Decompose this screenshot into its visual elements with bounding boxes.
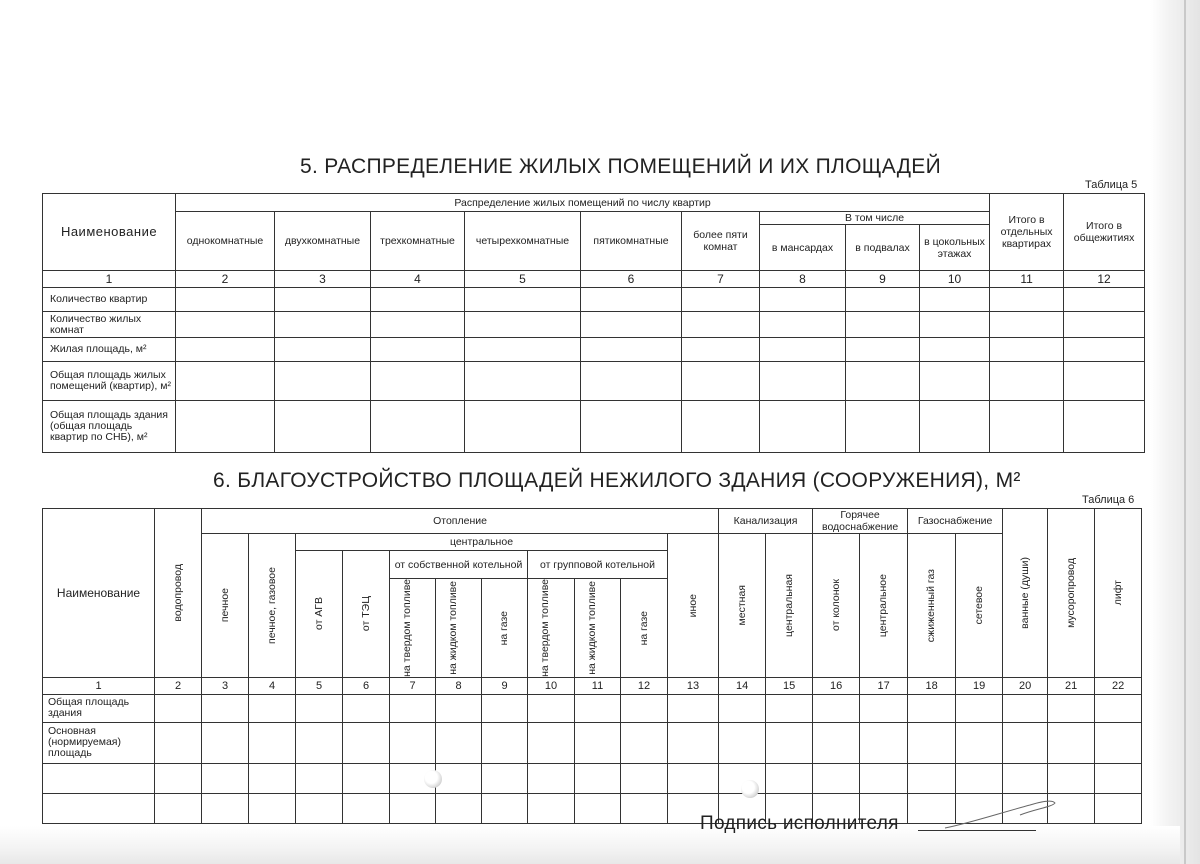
t5-header-incl: В том числе bbox=[760, 212, 990, 225]
t5-colnum: 2 bbox=[176, 271, 275, 288]
table-cell[interactable] bbox=[682, 312, 760, 338]
table-cell[interactable] bbox=[1048, 722, 1095, 763]
table-cell[interactable] bbox=[249, 722, 296, 763]
t6-colnum: 12 bbox=[621, 677, 668, 694]
table-cell[interactable] bbox=[575, 763, 621, 793]
table-cell[interactable] bbox=[581, 338, 682, 362]
t5-row-label: Количество квартир bbox=[43, 288, 176, 312]
table-cell[interactable] bbox=[719, 722, 766, 763]
table-cell[interactable] bbox=[436, 793, 482, 823]
table-cell[interactable] bbox=[846, 312, 920, 338]
table-cell[interactable] bbox=[990, 312, 1064, 338]
t6-colnum: 21 bbox=[1048, 677, 1095, 694]
table-cell[interactable] bbox=[275, 338, 371, 362]
table-cell[interactable] bbox=[176, 312, 275, 338]
t5-colnum: 3 bbox=[275, 271, 371, 288]
t6-header-stove-gas: печное, газовое bbox=[249, 534, 296, 678]
table5-label: Таблица 5 bbox=[1085, 179, 1138, 191]
table-cell[interactable] bbox=[1048, 694, 1095, 722]
t6-header-name: Наименование bbox=[43, 509, 155, 678]
table-cell[interactable] bbox=[482, 793, 528, 823]
t6-header-sewer: Канализация bbox=[719, 509, 813, 534]
t6-colnum: 11 bbox=[575, 677, 621, 694]
table6-label: Таблица 6 bbox=[1082, 494, 1135, 506]
t6-header-other: иное bbox=[668, 534, 719, 678]
table6 bbox=[42, 508, 1142, 824]
table-cell[interactable] bbox=[390, 694, 436, 722]
table-cell[interactable] bbox=[176, 401, 275, 453]
t6-header-agv: от АГВ bbox=[296, 551, 343, 678]
table-cell[interactable] bbox=[719, 694, 766, 722]
table-cell[interactable] bbox=[343, 763, 390, 793]
table-cell[interactable] bbox=[1095, 722, 1142, 763]
table-cell[interactable] bbox=[155, 722, 202, 763]
t5-header-name: Наименование bbox=[43, 194, 176, 271]
table-cell[interactable] bbox=[621, 694, 668, 722]
t6-colnum: 16 bbox=[813, 677, 860, 694]
table-cell[interactable] bbox=[813, 722, 860, 763]
table-row bbox=[43, 694, 1142, 722]
t6-header-gas-supply: Газоснабжение bbox=[908, 509, 1003, 534]
table-cell[interactable] bbox=[202, 694, 249, 722]
t6-colnum: 3 bbox=[202, 677, 249, 694]
table-cell[interactable] bbox=[528, 793, 575, 823]
t5-colnum: 6 bbox=[581, 271, 682, 288]
table-row bbox=[43, 338, 1145, 362]
t5-header-total-apts: Итого в отдельных квартирах bbox=[990, 194, 1064, 271]
t5-header-group: Распределение жилых помещений по числу квартир bbox=[176, 194, 990, 212]
punch-hole bbox=[741, 780, 759, 798]
t6-header-from-columns: от колонок bbox=[813, 534, 860, 678]
t6-colnum: 6 bbox=[343, 677, 390, 694]
t6-colnum: 19 bbox=[956, 677, 1003, 694]
table-cell[interactable] bbox=[249, 694, 296, 722]
t6-colnum: 5 bbox=[296, 677, 343, 694]
t5-header-attic: в мансардах bbox=[760, 225, 846, 271]
table-cell[interactable] bbox=[860, 763, 908, 793]
t6-colnum: 8 bbox=[436, 677, 482, 694]
table-cell[interactable] bbox=[1064, 362, 1145, 401]
t6-header-local: местная bbox=[719, 534, 766, 678]
table-cell[interactable] bbox=[766, 722, 813, 763]
table-cell[interactable] bbox=[621, 722, 668, 763]
table-cell[interactable] bbox=[581, 288, 682, 312]
t6-colnum: 14 bbox=[719, 677, 766, 694]
signature-label: Подпись исполнителя bbox=[700, 813, 899, 834]
table-cell[interactable] bbox=[575, 694, 621, 722]
table-row bbox=[43, 288, 1145, 312]
table-cell[interactable] bbox=[668, 694, 719, 722]
table-cell[interactable] bbox=[176, 362, 275, 401]
table-cell[interactable] bbox=[1003, 694, 1048, 722]
t5-colnum: 10 bbox=[920, 271, 990, 288]
table-cell[interactable] bbox=[275, 401, 371, 453]
table-cell[interactable] bbox=[990, 338, 1064, 362]
table-cell[interactable] bbox=[990, 362, 1064, 401]
t6-header-water: водопровод bbox=[155, 509, 202, 678]
table-cell[interactable] bbox=[482, 763, 528, 793]
table-cell[interactable] bbox=[760, 338, 846, 362]
table-cell[interactable] bbox=[1064, 338, 1145, 362]
table-cell[interactable] bbox=[813, 763, 860, 793]
table-cell[interactable] bbox=[528, 763, 575, 793]
t6-header-central-n: центральное bbox=[860, 534, 908, 678]
table-cell[interactable] bbox=[371, 362, 465, 401]
t6-header-central: центральное bbox=[296, 534, 668, 551]
t6-colnum: 20 bbox=[1003, 677, 1048, 694]
t5-header-basement: в подвалах bbox=[846, 225, 920, 271]
table-cell[interactable] bbox=[920, 312, 990, 338]
table-cell[interactable] bbox=[202, 763, 249, 793]
t5-row-label: Жилая площадь, м² bbox=[43, 338, 176, 362]
t6-header-liquid-own: на жидком топливе bbox=[436, 579, 482, 678]
t5-column-numbers bbox=[43, 271, 1145, 288]
table-cell[interactable] bbox=[296, 763, 343, 793]
table-cell[interactable] bbox=[575, 722, 621, 763]
t5-header-four-room: четырехкомнатные bbox=[465, 212, 581, 271]
table-cell[interactable] bbox=[956, 763, 1003, 793]
table-cell[interactable] bbox=[249, 793, 296, 823]
t6-colnum: 9 bbox=[482, 677, 528, 694]
t6-colnum: 15 bbox=[766, 677, 813, 694]
table-cell[interactable] bbox=[860, 722, 908, 763]
table-cell[interactable] bbox=[390, 793, 436, 823]
table-cell[interactable] bbox=[296, 722, 343, 763]
t5-colnum: 12 bbox=[1064, 271, 1145, 288]
table-cell[interactable] bbox=[908, 722, 956, 763]
table-cell[interactable] bbox=[920, 338, 990, 362]
table-cell[interactable] bbox=[766, 694, 813, 722]
table-row bbox=[43, 722, 1142, 763]
table-cell[interactable] bbox=[1064, 312, 1145, 338]
table-cell[interactable] bbox=[528, 694, 575, 722]
table-cell[interactable] bbox=[482, 694, 528, 722]
table-cell[interactable] bbox=[813, 694, 860, 722]
t5-colnum: 1 bbox=[43, 271, 176, 288]
t6-header-stove: печное bbox=[202, 534, 249, 678]
t6-header-solid-group: на твердом топливе bbox=[528, 579, 575, 678]
table-cell[interactable] bbox=[908, 694, 956, 722]
table-cell[interactable] bbox=[465, 312, 581, 338]
t6-column-numbers bbox=[43, 677, 1142, 694]
table5 bbox=[42, 193, 1145, 453]
table-cell[interactable] bbox=[860, 694, 908, 722]
table-cell[interactable] bbox=[202, 722, 249, 763]
t5-header-five-room: пятикомнатные bbox=[581, 212, 682, 271]
table-cell[interactable] bbox=[202, 793, 249, 823]
t6-colnum: 13 bbox=[668, 677, 719, 694]
t6-header-gas-own: на газе bbox=[482, 579, 528, 678]
table-cell[interactable] bbox=[760, 312, 846, 338]
t6-header-gas-group: на газе bbox=[621, 579, 668, 678]
table-cell[interactable] bbox=[343, 694, 390, 722]
table-cell[interactable] bbox=[956, 694, 1003, 722]
t6-colnum: 4 bbox=[249, 677, 296, 694]
table-cell[interactable] bbox=[371, 288, 465, 312]
t5-colnum: 5 bbox=[465, 271, 581, 288]
table-cell[interactable] bbox=[155, 694, 202, 722]
page-edge bbox=[1184, 0, 1186, 864]
section6-title: 6. БЛАГОУСТРОЙСТВО ПЛОЩАДЕЙ НЕЖИЛОГО ЗДАНИЯ (СООРУЖЕНИЯ), М² bbox=[213, 469, 1021, 492]
t6-header-garbage: мусоропровод bbox=[1048, 509, 1095, 678]
punch-hole bbox=[424, 770, 442, 788]
t6-row-label bbox=[43, 793, 155, 823]
table-cell[interactable] bbox=[990, 288, 1064, 312]
signature-scribble bbox=[940, 795, 1060, 835]
table-cell[interactable] bbox=[920, 288, 990, 312]
table-row bbox=[43, 312, 1145, 338]
table-cell[interactable] bbox=[436, 694, 482, 722]
table-cell[interactable] bbox=[581, 401, 682, 453]
table-cell[interactable] bbox=[275, 288, 371, 312]
table-cell[interactable] bbox=[682, 401, 760, 453]
table-cell[interactable] bbox=[482, 722, 528, 763]
table-cell[interactable] bbox=[1003, 763, 1048, 793]
t6-row-label: Основная (нормируемая) площадь bbox=[43, 722, 155, 763]
table-cell[interactable] bbox=[528, 722, 575, 763]
table-cell[interactable] bbox=[908, 763, 956, 793]
table-cell[interactable] bbox=[343, 722, 390, 763]
table-cell[interactable] bbox=[465, 338, 581, 362]
table-cell[interactable] bbox=[465, 288, 581, 312]
table-cell[interactable] bbox=[436, 722, 482, 763]
table-cell[interactable] bbox=[956, 722, 1003, 763]
t5-header-total-dorms: Итого в общежитиях bbox=[1064, 194, 1145, 271]
t6-colnum: 18 bbox=[908, 677, 956, 694]
table-cell[interactable] bbox=[990, 401, 1064, 453]
t6-header-heating: Отопление bbox=[202, 509, 719, 534]
t6-header-lpg: сжиженный газ bbox=[908, 534, 956, 678]
table-cell[interactable] bbox=[176, 288, 275, 312]
table-cell[interactable] bbox=[575, 793, 621, 823]
table-cell[interactable] bbox=[668, 763, 719, 793]
t5-row-label: Количество жилых комнат bbox=[43, 312, 176, 338]
t6-header-solid-own: на твердом топливе bbox=[390, 579, 436, 678]
table-cell[interactable] bbox=[176, 338, 275, 362]
t6-colnum: 2 bbox=[155, 677, 202, 694]
table-cell[interactable] bbox=[1095, 793, 1142, 823]
t5-colnum: 8 bbox=[760, 271, 846, 288]
t5-header-three-room: трехкомнатные bbox=[371, 212, 465, 271]
table-row bbox=[43, 401, 1145, 453]
table-cell[interactable] bbox=[371, 312, 465, 338]
table-cell[interactable] bbox=[760, 288, 846, 312]
table-cell[interactable] bbox=[1064, 288, 1145, 312]
t5-row-label: Общая площадь жилых помещений (квартир), м² bbox=[43, 362, 176, 401]
t6-colnum: 7 bbox=[390, 677, 436, 694]
table-cell[interactable] bbox=[682, 288, 760, 312]
t5-header-two-room: двухкомнатные bbox=[275, 212, 371, 271]
t5-header-one-room: однокомнатные bbox=[176, 212, 275, 271]
t6-colnum: 1 bbox=[43, 677, 155, 694]
table-cell[interactable] bbox=[1095, 694, 1142, 722]
table-cell[interactable] bbox=[296, 793, 343, 823]
t5-colnum: 7 bbox=[682, 271, 760, 288]
t6-header-tec: от ТЭЦ bbox=[343, 551, 390, 678]
t6-header-group-boiler: от групповой котельной bbox=[528, 551, 668, 579]
t6-colnum: 10 bbox=[528, 677, 575, 694]
t6-row-label: Общая площадь здания bbox=[43, 694, 155, 722]
table-cell[interactable] bbox=[465, 401, 581, 453]
table-cell[interactable] bbox=[920, 362, 990, 401]
table-cell[interactable] bbox=[846, 338, 920, 362]
t6-header-own-boiler: от собственной котельной bbox=[390, 551, 528, 579]
t6-colnum: 22 bbox=[1095, 677, 1142, 694]
table-cell[interactable] bbox=[920, 401, 990, 453]
t6-header-hot-water: Горячее водоснабжение bbox=[813, 509, 908, 534]
table-cell[interactable] bbox=[465, 362, 581, 401]
table-cell[interactable] bbox=[155, 763, 202, 793]
table-cell[interactable] bbox=[371, 338, 465, 362]
table-cell[interactable] bbox=[296, 694, 343, 722]
t6-header-network: сетевое bbox=[956, 534, 1003, 678]
t6-header-elevator: лифт bbox=[1095, 509, 1142, 678]
table-cell[interactable] bbox=[249, 763, 296, 793]
page-shadow bbox=[1150, 0, 1200, 864]
table-row bbox=[43, 763, 1142, 793]
table-cell[interactable] bbox=[275, 362, 371, 401]
table-cell[interactable] bbox=[390, 722, 436, 763]
table-cell[interactable] bbox=[1064, 401, 1145, 453]
table-cell[interactable] bbox=[621, 763, 668, 793]
table-cell[interactable] bbox=[1003, 722, 1048, 763]
table-cell[interactable] bbox=[668, 722, 719, 763]
table-cell[interactable] bbox=[343, 793, 390, 823]
t6-header-liquid-group: на жидком топливе bbox=[575, 579, 621, 678]
table-cell[interactable] bbox=[275, 312, 371, 338]
table-cell[interactable] bbox=[155, 793, 202, 823]
table-cell[interactable] bbox=[760, 401, 846, 453]
t5-colnum: 9 bbox=[846, 271, 920, 288]
table-cell[interactable] bbox=[1048, 763, 1095, 793]
t5-colnum: 4 bbox=[371, 271, 465, 288]
table-cell[interactable] bbox=[436, 763, 482, 793]
t5-header-plinth: в цокольных этажах bbox=[920, 225, 990, 271]
t5-row-label: Общая площадь здания (общая площадь квартир по СНБ), м² bbox=[43, 401, 176, 453]
t6-header-central-f: центральная bbox=[766, 534, 813, 678]
table-cell[interactable] bbox=[846, 362, 920, 401]
t6-header-baths: ванные (души) bbox=[1003, 509, 1048, 678]
table-cell[interactable] bbox=[1095, 763, 1142, 793]
table-row bbox=[43, 362, 1145, 401]
table-cell[interactable] bbox=[760, 362, 846, 401]
t5-header-more-five: более пяти комнат bbox=[682, 212, 760, 271]
t6-colnum: 17 bbox=[860, 677, 908, 694]
t6-row-label bbox=[43, 763, 155, 793]
section5-title: 5. РАСПРЕДЕЛЕНИЕ ЖИЛЫХ ПОМЕЩЕНИЙ И ИХ ПЛОЩАДЕЙ bbox=[300, 155, 941, 178]
table-cell[interactable] bbox=[846, 401, 920, 453]
table-cell[interactable] bbox=[846, 288, 920, 312]
table-cell[interactable] bbox=[682, 338, 760, 362]
table-cell[interactable] bbox=[581, 312, 682, 338]
table-cell[interactable] bbox=[581, 362, 682, 401]
table-cell[interactable] bbox=[682, 362, 760, 401]
table-cell[interactable] bbox=[621, 793, 668, 823]
table-cell[interactable] bbox=[371, 401, 465, 453]
t5-colnum: 11 bbox=[990, 271, 1064, 288]
table-cell[interactable] bbox=[766, 763, 813, 793]
